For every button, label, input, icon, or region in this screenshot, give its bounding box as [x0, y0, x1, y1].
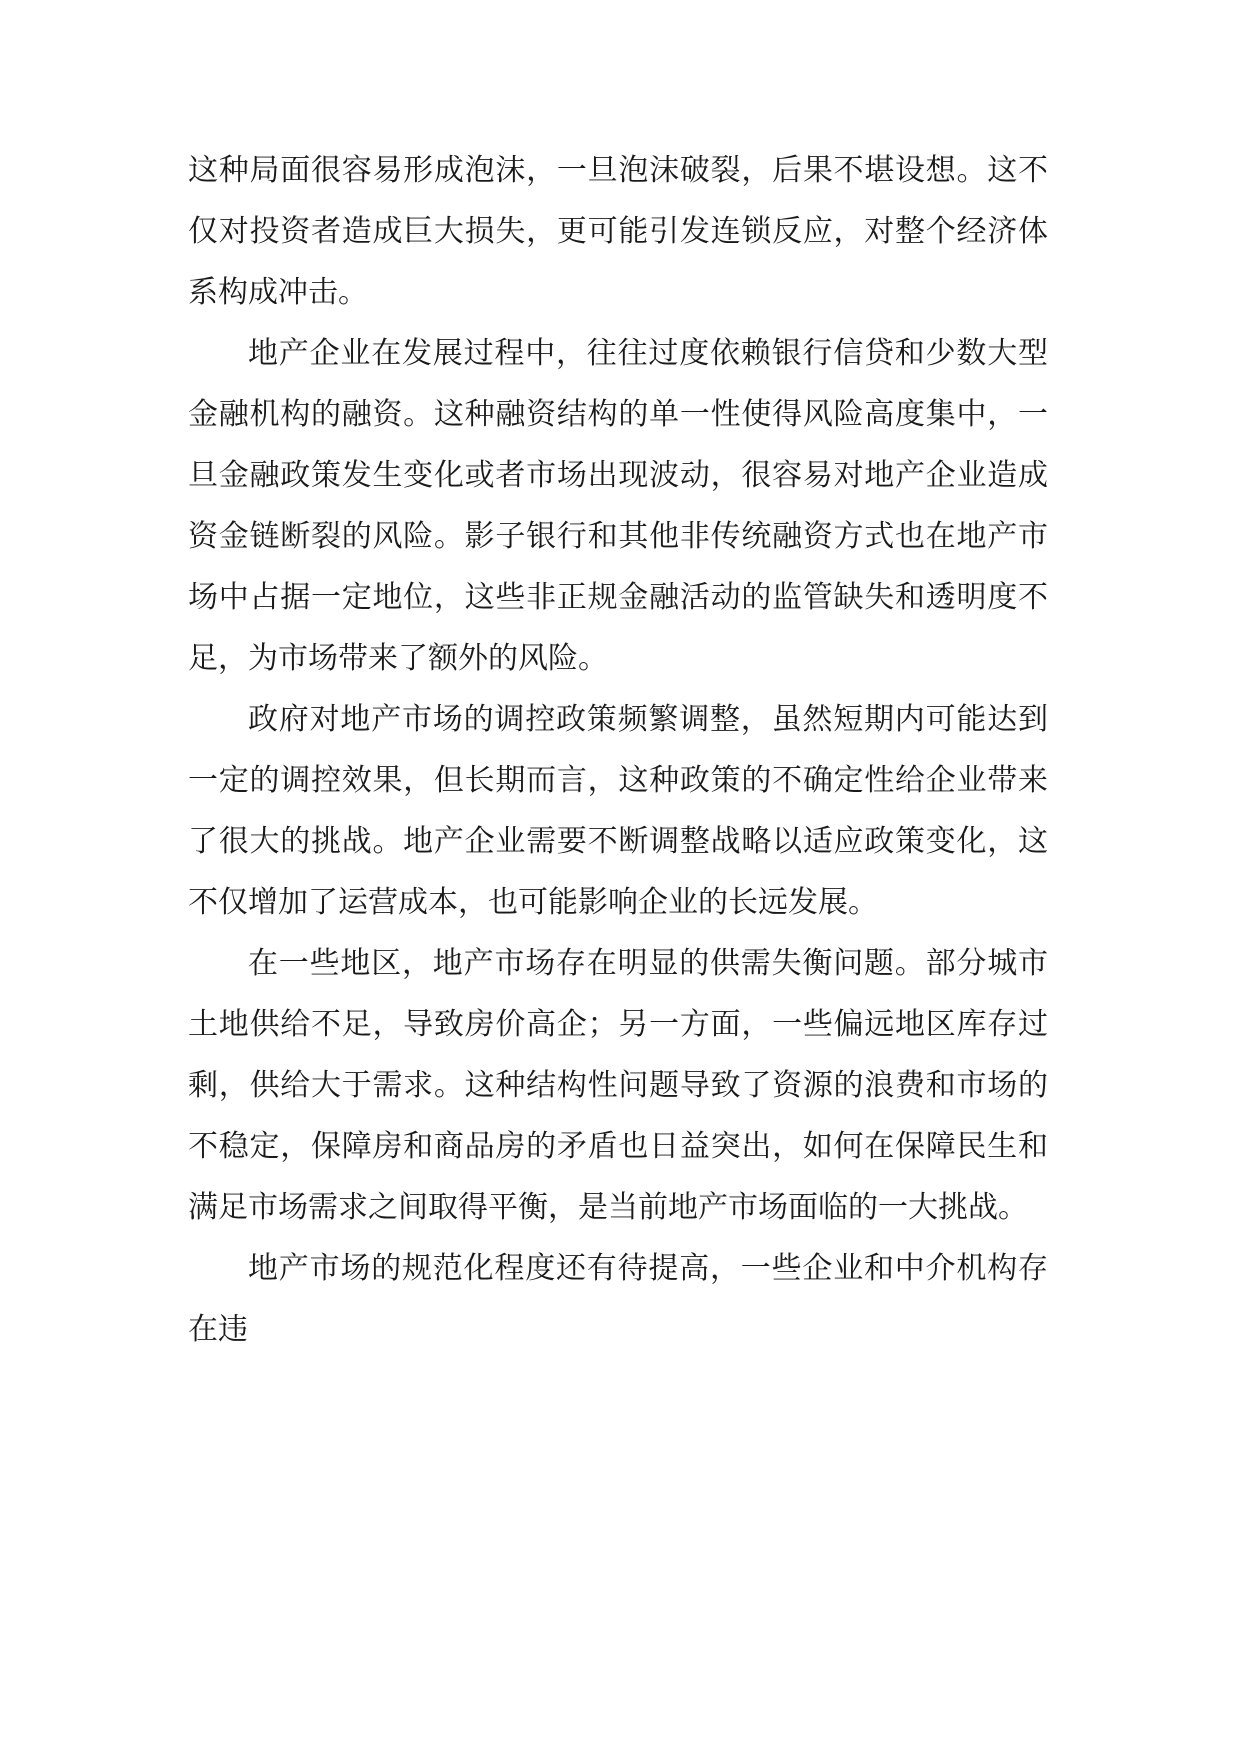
paragraph-2: 地产企业在发展过程中，往往过度依赖银行信贷和少数大型金融机构的融资。这种融资结构的单一性使得风险高度集中，一旦金融政策发生变化或者市场出现波动，很容易对地产企业造成资金链断裂的风险。影子银行和其他非传统融资方式也在地产市场中占据一定地位，这些非正规金融活动的监管缺失和透明度不足，为市场带来了额外的风险。: [188, 336, 1048, 676]
paragraph-3: 政府对地产市场的调控政策频繁调整，虽然短期内可能达到一定的调控效果，但长期而言，这种政策的不确定性给企业带来了很大的挑战。地产企业需要不断调整战略以适应政策变化，这不仅增加了运营成本，也可能影响企业的长远发展。: [188, 702, 1048, 920]
paragraph-1: 这种局面很容易形成泡沫，一旦泡沫破裂，后果不堪设想。这不仅对投资者造成巨大损失，更可能引发连锁反应，对整个经济体系构成冲击。: [188, 153, 1048, 310]
paragraph-5: 地产市场的规范化程度还有待提高，一些企业和中介机构存在违: [188, 1251, 1048, 1347]
body-text: [188, 140, 1048, 1360]
paragraph-4: 在一些地区，地产市场存在明显的供需失衡问题。部分城市土地供给不足，导致房价高企；另一方面，一些偏远地区库存过剩，供给大于需求。这种结构性问题导致了资源的浪费和市场的不稳定，保障房和商品房的矛盾也日益突出，如何在保障民生和满足市场需求之间取得平衡，是当前地产市场面临的一大挑战。: [188, 946, 1048, 1225]
